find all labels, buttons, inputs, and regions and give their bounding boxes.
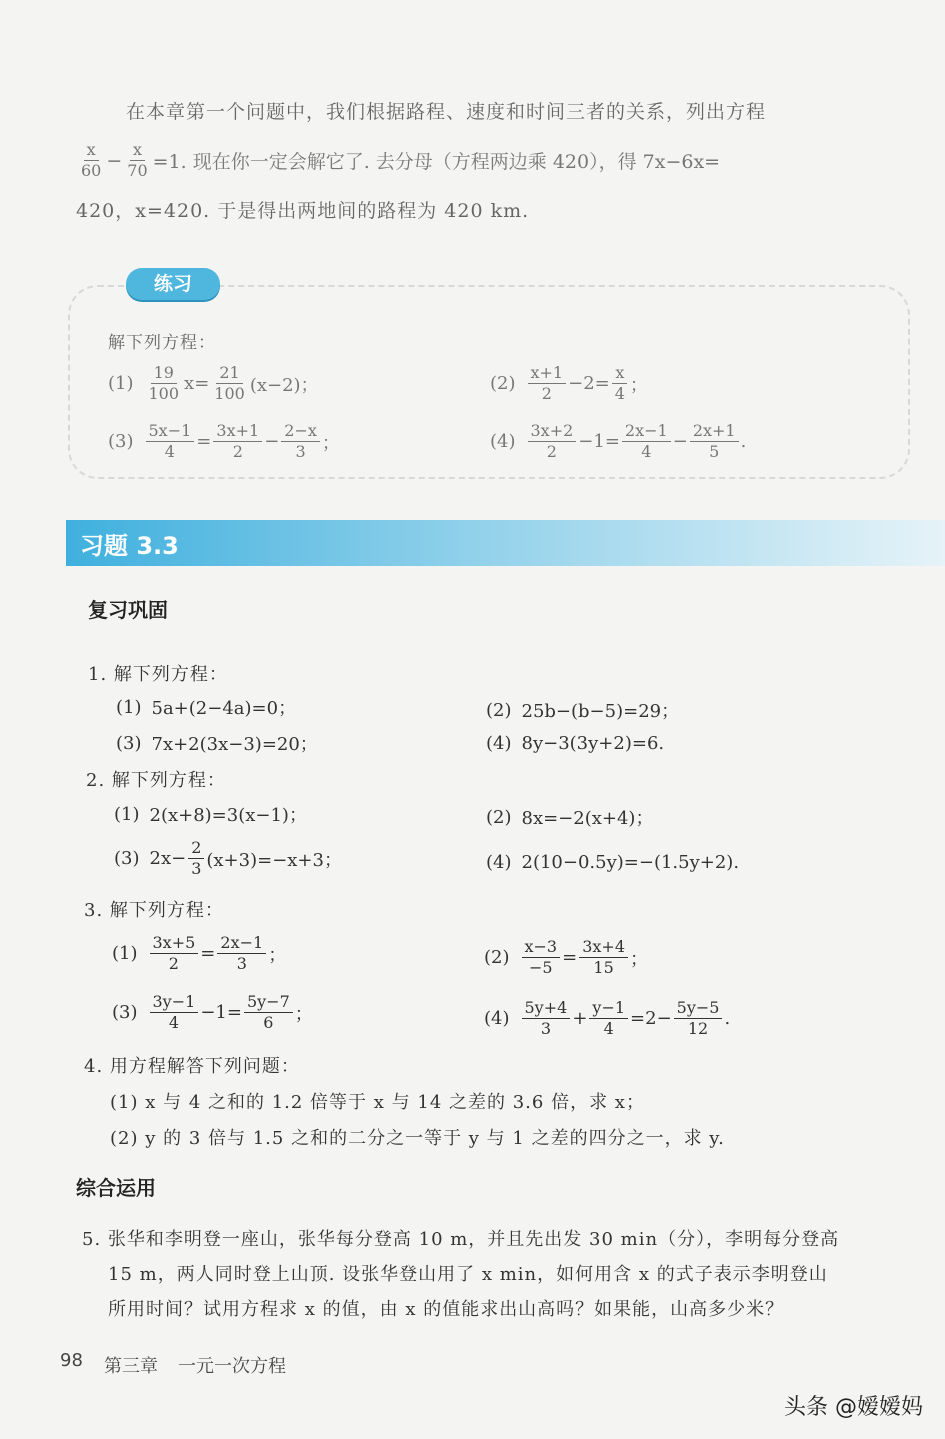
eq-text: −: [264, 431, 280, 452]
denominator: 4: [168, 1013, 179, 1032]
eq-text: −: [672, 431, 688, 452]
denominator: 2: [546, 442, 557, 461]
q5-line-3: 所用时间？试用方程求 x 的值，由 x 的值能求出山高吗？如果能，山高多少米？: [108, 1299, 785, 1320]
denominator: 3: [295, 442, 306, 461]
denominator: 100: [214, 384, 245, 403]
denominator: 15: [593, 958, 614, 977]
numerator: x+1: [528, 363, 567, 384]
q3-stem: 3. 解下列方程：: [84, 900, 224, 921]
chapter-label: 第三章: [104, 1356, 158, 1377]
fraction: [522, 998, 571, 1039]
q2-item-3: [114, 838, 342, 879]
fraction: [674, 998, 723, 1039]
eq-text: x=: [184, 373, 210, 394]
denominator: 12: [687, 1019, 709, 1038]
denominator: 3: [236, 954, 247, 973]
item-label: (3): [112, 1002, 138, 1023]
q1-item-3: [116, 730, 318, 756]
watermark: 头条 @嫒嫒妈: [784, 1395, 923, 1420]
fraction: [213, 421, 262, 462]
eq-text: .: [740, 431, 747, 452]
eq-text: 2(10−0.5y)=−(1.5y+2).: [521, 852, 740, 873]
denominator: 3: [191, 859, 202, 878]
q1-item-4: [486, 733, 664, 754]
item-label: (1): [114, 803, 140, 825]
fraction: [589, 998, 628, 1039]
numerator: 3x+4: [579, 937, 628, 958]
eq-text: (x+3)=−x+3；: [206, 849, 342, 871]
numerator: 19: [151, 363, 177, 384]
q2-item-1: [114, 801, 307, 827]
eq-text: (x−2)；: [249, 374, 319, 396]
denominator: 2: [232, 442, 243, 461]
denominator: 6: [263, 1013, 274, 1032]
intro-line-2: [76, 140, 720, 181]
exercise-banner: [66, 520, 945, 566]
intro-line-1: 在本章第一个问题中，我们根据路程、速度和时间三者的关系，列出方程: [126, 101, 767, 123]
numerator: y−1: [589, 998, 628, 1019]
numerator: 5y−7: [244, 992, 293, 1013]
fraction: [528, 421, 577, 462]
numerator: x−3: [522, 937, 561, 958]
numerator: 5x−1: [146, 421, 195, 442]
fraction: [150, 992, 199, 1033]
fraction: [528, 363, 567, 404]
eq-text: −1=: [200, 1002, 242, 1023]
item-label: (4): [486, 733, 512, 754]
eq-text: +: [572, 1008, 588, 1029]
fraction: [78, 140, 104, 181]
denominator: 4: [603, 1019, 614, 1038]
item-label: (1): [116, 696, 142, 718]
item-label: (4): [490, 431, 516, 452]
fraction: [281, 421, 320, 462]
numerator: x: [130, 140, 145, 161]
item-label: (1): [112, 943, 138, 964]
q2-stem: 2. 解下列方程：: [86, 770, 226, 791]
numerator: x: [612, 363, 627, 384]
denominator: 2: [168, 954, 179, 973]
q2-item-2: [486, 804, 653, 830]
q2-item-4: [486, 852, 739, 873]
numerator: 2x−1: [217, 933, 266, 954]
q4-item-1: (1) x 与 4 之和的 1.2 倍等于 x 与 14 之差的 3.6 倍，求 x；: [110, 1092, 645, 1113]
q4-item-2: (2) y 的 3 倍与 1.5 之和的二分之一等于 y 与 1 之差的四分之一，求 y.: [110, 1128, 725, 1149]
item-label: (2): [486, 699, 512, 721]
item-label: (4): [486, 852, 512, 873]
denominator: 4: [641, 442, 652, 461]
eq-text: =1. 现在你一定会解它了. 去分母（方程两边乘 420），得 7x−6x=: [152, 151, 721, 173]
numerator: 2−x: [281, 421, 320, 442]
practice-item-4: [490, 421, 746, 462]
eq-text: =: [196, 431, 212, 452]
fraction: [622, 421, 671, 462]
q3-item-3: [112, 992, 313, 1033]
q5-line-1: 5. 张华和李明登一座山，张华每分登高 10 m，并且先出发 30 min（分），李明每分登高: [82, 1229, 840, 1250]
eq-text: ；: [629, 374, 648, 396]
eq-text: ；: [630, 948, 648, 970]
numerator: 3y−1: [150, 992, 199, 1013]
eq-text: =: [200, 943, 216, 964]
item-label: (4): [484, 1008, 510, 1029]
q1-stem: 1. 解下列方程：: [88, 664, 228, 685]
eq-text: −1=: [578, 431, 620, 452]
q3-item-1: [112, 933, 286, 974]
fraction: [150, 933, 199, 974]
fraction: [188, 838, 204, 879]
eq-text: ；: [321, 432, 340, 454]
exercise-title: 习题 3.3: [80, 532, 179, 560]
page-number: 98: [60, 1350, 83, 1371]
practice-item-1: [108, 363, 319, 404]
numerator: 2: [188, 838, 204, 859]
eq-text: 7x+2(3x−3)=20；: [151, 734, 318, 755]
practice-badge: 练习: [126, 268, 220, 300]
item-label: (2): [490, 373, 516, 394]
eq-text: −2=: [568, 373, 610, 394]
section-application-heading: 综合运用: [76, 1176, 156, 1200]
denominator: 5: [709, 442, 720, 461]
numerator: 3x+1: [213, 421, 262, 442]
item-label: (3): [108, 431, 134, 452]
item-label: (2): [484, 947, 510, 968]
numerator: 2x−1: [622, 421, 671, 442]
denominator: 70: [127, 161, 148, 180]
practice-item-3: [108, 421, 340, 462]
eq-text: 8y−3(3y+2)=6.: [521, 733, 665, 754]
eq-text: ；: [294, 1003, 313, 1025]
fraction: [244, 992, 293, 1033]
eq-text: =2−: [630, 1008, 672, 1029]
numerator: 5y−5: [674, 998, 723, 1019]
intro-line-3: 420，x=420. 于是得出两地间的路程为 420 km.: [76, 200, 530, 222]
q1-item-1: [116, 694, 296, 720]
eq-text: 2x−: [149, 848, 187, 869]
denominator: 60: [81, 161, 102, 180]
denominator: 100: [148, 384, 180, 403]
practice-item-2: [490, 363, 648, 404]
fraction: [124, 140, 150, 181]
numerator: 5y+4: [522, 998, 571, 1019]
fraction: [690, 421, 739, 462]
numerator: 2x+1: [690, 421, 739, 442]
denominator: 3: [540, 1019, 551, 1038]
fraction: [146, 363, 183, 404]
eq-text: .: [724, 1008, 731, 1029]
chapter-title: 一元一次方程: [178, 1356, 286, 1377]
q3-item-4: [484, 998, 730, 1039]
numerator: 3x+5: [150, 933, 199, 954]
fraction: [146, 421, 195, 462]
q5-line-2: 15 m，两人同时登上山顶. 设张华登山用了 x min，如何用含 x 的式子表示李明登山: [108, 1264, 828, 1285]
numerator: 3x+2: [528, 421, 577, 442]
eq-text: 8x=−2(x+4)；: [521, 808, 654, 829]
denominator: −5: [529, 958, 553, 977]
eq-text: 25b−(b−5)=29；: [521, 701, 680, 722]
eq-text: =: [562, 947, 578, 968]
fraction: [579, 937, 628, 978]
q3-item-2: [484, 937, 648, 978]
eq-text: 5a+(2−4a)=0；: [151, 698, 297, 719]
fraction: [522, 937, 561, 978]
fraction: [211, 363, 248, 404]
practice-prompt: 解下列方程：: [108, 333, 216, 353]
item-label: (1): [108, 373, 134, 394]
denominator: 2: [541, 384, 552, 403]
q1-item-2: [486, 697, 679, 723]
eq-text: −: [106, 149, 123, 172]
fraction: [217, 933, 266, 974]
eq-text: 2(x+8)=3(x−1)；: [149, 805, 307, 826]
item-label: (3): [114, 848, 140, 869]
item-label: (3): [116, 732, 142, 754]
denominator: 4: [614, 384, 625, 403]
q4-stem: 4. 用方程解答下列问题：: [84, 1056, 300, 1077]
fraction: [612, 363, 628, 404]
eq-text: ；: [268, 944, 287, 966]
section-review-heading: 复习巩固: [88, 598, 168, 622]
numerator: x: [84, 140, 99, 161]
denominator: 4: [164, 442, 175, 461]
item-label: (2): [486, 806, 512, 828]
numerator: 21: [216, 363, 242, 384]
